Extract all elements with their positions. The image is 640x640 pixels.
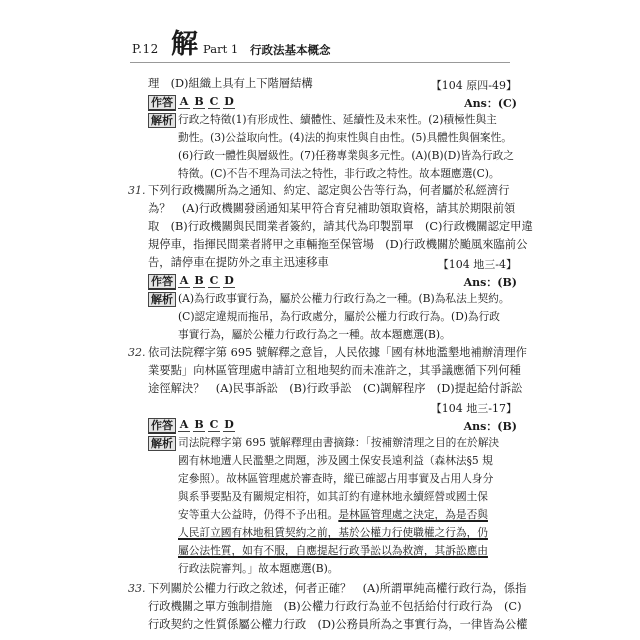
explanation-line: 與系爭要點及有關規定相符，如其訂約有違林地永續經營或國土保: [178, 490, 488, 503]
draft-letter[interactable]: D: [224, 418, 234, 431]
explanation-line: 定參照）。故林區管理處於審查時，縱已確認占用事實及占用人身分: [178, 472, 494, 485]
draft-letter[interactable]: A: [179, 274, 189, 287]
explanation-underlined-line: 屬公法性質，如有不服，自應提起行政爭訟以為救濟，其訴訟應由: [178, 544, 488, 557]
explanation-line: (6)行政一體性與層級性。(7)任務專業與多元性。(A)(B)(D)皆為行政之: [178, 149, 514, 162]
question-line: 告，請停車在提防外之車主迅速移車: [148, 256, 329, 269]
underlined-text: 是林區管理處之決定，為是否與: [338, 508, 488, 521]
question-number: 31.: [128, 184, 146, 197]
draft-letters: [178, 95, 238, 109]
question-line: 為？ (A)行政機關發函通知某甲符合育兒補助領取資格，請其於期限前領: [148, 202, 516, 215]
draft-letter[interactable]: D: [224, 274, 234, 287]
draft-letters: [178, 418, 238, 432]
explanation-line: 行政之特徵(1)有形成性、續體性、延續性及未來性。(2)積極性與主: [178, 113, 497, 126]
draft-label: 作答: [148, 418, 176, 434]
question-line: 規停車，指揮民間業者將甲之車輛拖至保管場 (D)行政機關於颱風來臨前公: [148, 238, 528, 251]
answer-text: Ans：(C): [464, 97, 517, 110]
draft-label: 作答: [148, 95, 176, 111]
question-line: 下列行政機關所為之通知、約定、認定與公告等行為，何者屬於私經濟行: [148, 184, 510, 197]
answer-text: Ans：(B): [463, 276, 517, 289]
part-label: Part 1: [203, 42, 239, 56]
jie-character: 解: [171, 29, 198, 60]
explanation-line: (A)為行政事實行為，屬於公權力行政行為之一種。(B)為私法上契約。: [178, 292, 510, 305]
question-number: 32.: [128, 346, 146, 359]
explanation-line: 動性。(3)公益取向性。(4)法的拘束性與自由性。(5)具體性與個案性。: [178, 131, 512, 144]
draft-letter[interactable]: C: [209, 418, 219, 431]
explanation-line: 行政法院審判。」故本題應選(B)。: [178, 562, 339, 575]
explanation-line: 特徵。(C)不告不理為司法之特性，非行政之特性。故本題應選(C)。: [178, 167, 500, 180]
question-line: 下列關於公權力行政之敘述，何者正確？ (A)所謂單純高權行政行為，係指: [148, 582, 527, 595]
explanation-underlined-line: 人民訂立國有林地租賃契約之前，基於公權力行使職權之行為，仍: [178, 526, 488, 539]
question-source: 【104 地三-4】: [437, 258, 517, 271]
question-line: 取 (B)行政機關與民間業者簽約，請其代為印製罰單 (C)行政機關認定甲違: [148, 220, 533, 233]
explanation-text: 安等重大公益時，仍得不予出租。: [178, 508, 339, 521]
prev-question-source: 【104 原四-49】: [430, 79, 517, 92]
draft-letter[interactable]: B: [194, 418, 204, 431]
draft-label: 作答: [148, 274, 176, 290]
prev-question-line: 理 (D)組織上具有上下階層結構: [148, 77, 313, 90]
draft-letter[interactable]: B: [194, 274, 204, 287]
question-line: 依司法院釋字第 695 號解釋之意旨，人民依據「國有林地濫墾地補辦清理作: [148, 346, 527, 359]
question-source: 【104 地三-17】: [430, 402, 517, 415]
chapter-title: 行政法基本概念: [250, 43, 331, 57]
draft-letter[interactable]: A: [179, 95, 189, 108]
question-line: 行政機關之單方強制措施 (B)公權力行政行為並不包括給付行政行為 (C): [148, 600, 522, 613]
explanation-line: 司法院釋字第 695 號解釋理由書摘錄：「按補辦清理之目的在於解決: [178, 436, 500, 449]
page-number: P.12: [132, 42, 159, 56]
header-rule: [130, 62, 510, 63]
question-line: 業要點」向林區管理處申請訂立租地契約而未准許之，其爭議應循下列何種: [148, 364, 521, 377]
explanation-line: 國有林地遭人民濫墾之問題，涉及國土保安長遠利益（森林法§5 規: [178, 454, 493, 467]
draft-letter[interactable]: B: [194, 95, 204, 108]
draft-letter[interactable]: A: [179, 418, 189, 431]
question-line: 途徑解決？ (A)民事訴訟 (B)行政爭訟 (C)調解程序 (D)提起給付訴訟: [148, 382, 523, 395]
explanation-line: (C)認定違規而拖吊，為行政處分，屬於公權力行政行為。(D)為行政: [178, 310, 500, 323]
explanation-label: 解析: [148, 292, 176, 307]
draft-letter[interactable]: C: [209, 274, 219, 287]
answer-text: Ans：(B): [463, 420, 517, 433]
question-number: 33.: [128, 582, 146, 595]
draft-letters: [178, 274, 238, 288]
explanation-line: 事實行為，屬於公權力行政行為之一種。故本題應選(B)。: [178, 328, 451, 341]
page-header: [132, 29, 512, 64]
question-line: 行政契約之性質係屬公權力行政 (D)公務員所為之事實行為，一律皆為公權: [148, 618, 528, 631]
draft-letter[interactable]: C: [209, 95, 219, 108]
explanation-label: 解析: [148, 436, 176, 451]
explanation-line: [178, 508, 488, 522]
draft-letter[interactable]: D: [224, 95, 234, 108]
explanation-label: 解析: [148, 113, 176, 128]
